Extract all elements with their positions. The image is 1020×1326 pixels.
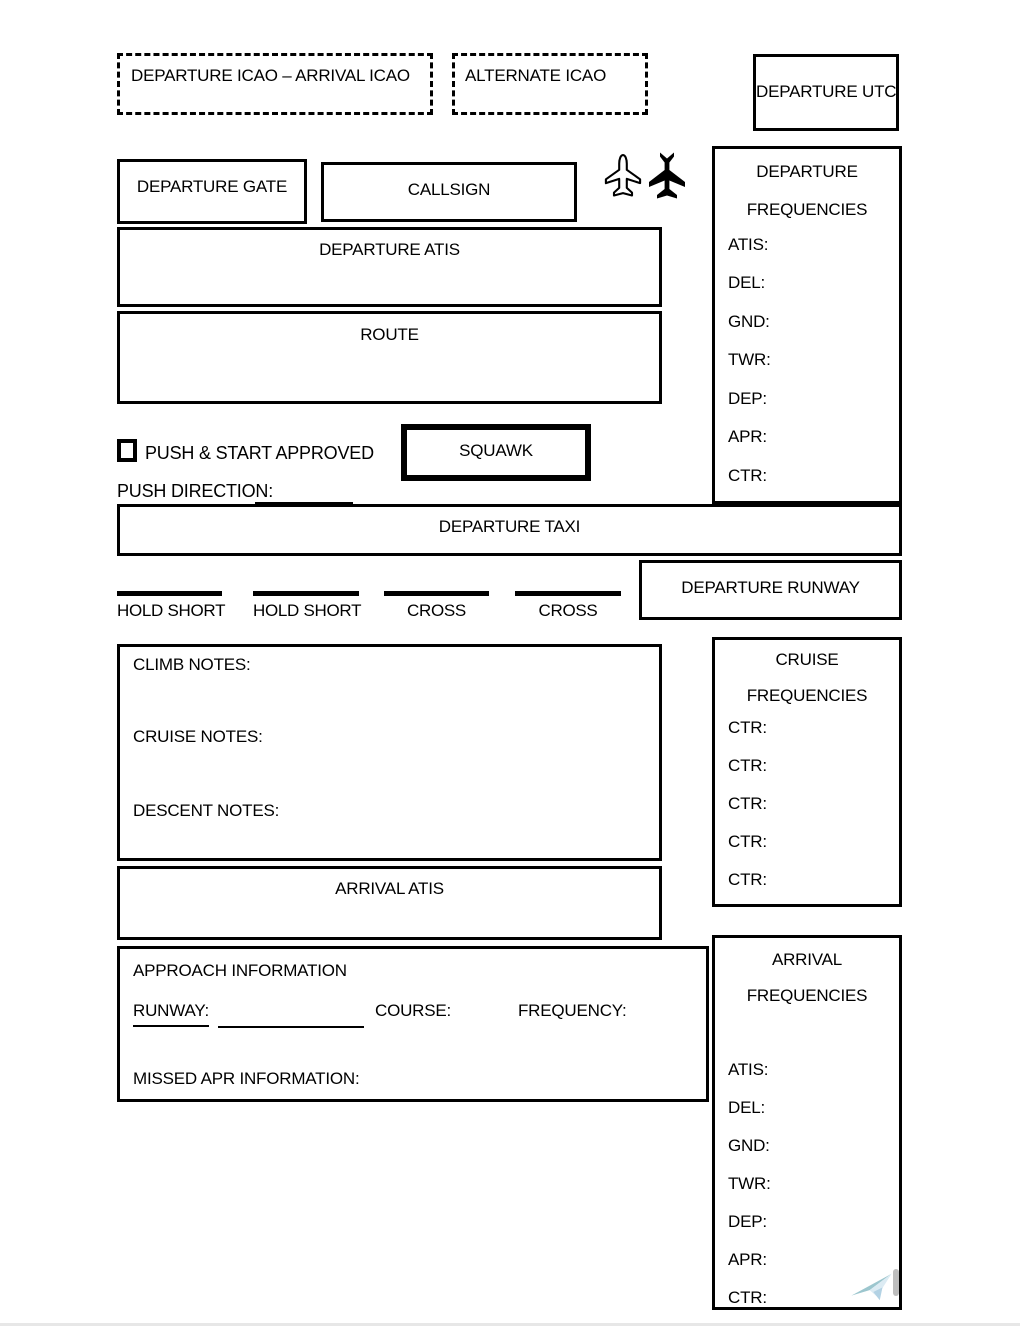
descent-notes-label: DESCENT NOTES: <box>133 801 280 820</box>
push-start-checkbox[interactable] <box>117 439 137 462</box>
ctr-label: CTR: <box>728 1288 767 1307</box>
arrival-freq-ctr-field[interactable] <box>728 1288 767 1308</box>
departure-gate-label: DEPARTURE GATE <box>136 177 288 196</box>
ctr-label: CTR: <box>728 832 767 851</box>
route-field[interactable] <box>117 311 662 404</box>
departure-freq-atis-field[interactable] <box>728 235 768 255</box>
departure-taxi-field[interactable] <box>117 504 902 556</box>
departure-atis-label: DEPARTURE ATIS <box>319 240 460 259</box>
climb-notes-label: CLIMB NOTES: <box>133 655 251 674</box>
approach-course-label: COURSE: <box>375 1001 452 1020</box>
arrival-frequencies-panel <box>712 935 902 1310</box>
ctr-label: CTR: <box>728 466 767 485</box>
del-label: DEL: <box>728 1098 765 1117</box>
cruise-freq-ctr3-field[interactable] <box>728 794 767 814</box>
push-start-label: PUSH & START APPROVED <box>145 443 374 463</box>
apr-label: APR: <box>728 1250 767 1269</box>
approach-runway-label: RUNWAY: <box>133 1001 209 1027</box>
airplane-solid-icon <box>647 151 687 200</box>
departure-gate-field[interactable] <box>117 159 307 224</box>
arrival-frequencies-title-line1: ARRIVAL <box>771 950 843 969</box>
ctr-label: CTR: <box>728 756 767 775</box>
cross-label-1: CROSS <box>407 601 466 620</box>
apr-label: APR: <box>728 427 767 446</box>
cruise-frequencies-title-line2: FREQUENCIES <box>746 686 868 705</box>
arrival-freq-apr-field[interactable] <box>728 1250 767 1270</box>
alternate-icao-field[interactable] <box>452 53 648 115</box>
departure-runway-field[interactable] <box>639 560 902 620</box>
del-label: DEL: <box>728 273 765 292</box>
cross-group-1 <box>384 591 489 621</box>
hold-short-group-1 <box>117 591 226 621</box>
twr-label: TWR: <box>728 350 771 369</box>
arrival-freq-twr-field[interactable] <box>728 1174 771 1194</box>
departure-atis-field[interactable] <box>117 227 662 307</box>
departure-freq-twr-field[interactable] <box>728 350 771 370</box>
departure-utc-field[interactable] <box>753 54 899 131</box>
twr-label: TWR: <box>728 1174 771 1193</box>
squawk-field[interactable] <box>401 424 591 481</box>
airplane-outline-icon <box>604 152 642 200</box>
hold-short-label-1: HOLD SHORT <box>117 601 226 620</box>
hold-short-group-2 <box>253 591 362 621</box>
gnd-label: GND: <box>728 312 770 331</box>
route-label: ROUTE <box>360 325 419 344</box>
flight-notes-field[interactable] <box>117 644 662 861</box>
arrival-freq-del-field[interactable] <box>728 1098 765 1118</box>
cruise-frequencies-title-line1: CRUISE <box>775 650 839 669</box>
cross-blank-line-1[interactable] <box>384 591 489 596</box>
departure-utc-label: DEPARTURE UTC <box>756 82 897 101</box>
departure-taxi-label: DEPARTURE TAXI <box>438 517 581 536</box>
approach-frequency-label: FREQUENCY: <box>518 1001 627 1020</box>
atis-label: ATIS: <box>728 235 769 254</box>
alternate-icao-label: ALTERNATE ICAO <box>465 66 607 85</box>
callsign-label: CALLSIGN <box>407 180 491 199</box>
push-direction-label: PUSH DIRECTION: <box>117 481 274 501</box>
departure-frequencies-panel <box>712 146 902 504</box>
departure-arrival-icao-field[interactable] <box>117 53 433 115</box>
missed-apr-information-label: MISSED APR INFORMATION: <box>133 1069 360 1088</box>
hold-short-blank-line-1[interactable] <box>117 591 222 596</box>
callsign-field[interactable] <box>321 162 577 222</box>
departure-freq-dep-field[interactable] <box>728 389 767 409</box>
approach-runway-blank-line[interactable] <box>218 1026 364 1028</box>
cruise-freq-ctr4-field[interactable] <box>728 832 767 852</box>
cruise-freq-ctr5-field[interactable] <box>728 870 767 890</box>
squawk-label: SQUAWK <box>459 441 533 460</box>
dep-label: DEP: <box>728 389 767 408</box>
departure-freq-ctr-field[interactable] <box>728 466 767 486</box>
departure-freq-del-field[interactable] <box>728 273 765 293</box>
approach-information-field[interactable] <box>117 946 709 1102</box>
departure-frequencies-title-line2: FREQUENCIES <box>746 200 868 219</box>
cross-group-2 <box>515 591 621 621</box>
scrollbar-thumb[interactable] <box>893 1269 899 1296</box>
departure-freq-gnd-field[interactable] <box>728 312 770 332</box>
approach-information-title: APPROACH INFORMATION <box>133 961 347 980</box>
gnd-label: GND: <box>728 1136 770 1155</box>
dep-label: DEP: <box>728 1212 767 1231</box>
arrival-freq-dep-field[interactable] <box>728 1212 767 1232</box>
paper-plane-icon <box>848 1270 895 1303</box>
arrival-freq-gnd-field[interactable] <box>728 1136 770 1156</box>
arrival-frequencies-title-line2: FREQUENCIES <box>746 986 868 1005</box>
arrival-atis-field[interactable] <box>117 866 662 940</box>
atis-label: ATIS: <box>728 1060 769 1079</box>
departure-arrival-icao-label: DEPARTURE ICAO – ARRIVAL ICAO <box>131 66 410 85</box>
arrival-atis-label: ARRIVAL ATIS <box>335 879 444 898</box>
departure-frequencies-title-line1: DEPARTURE <box>756 162 858 181</box>
cruise-notes-label: CRUISE NOTES: <box>133 727 263 746</box>
hold-short-label-2: HOLD SHORT <box>253 601 362 620</box>
cross-blank-line-2[interactable] <box>515 591 621 596</box>
departure-freq-apr-field[interactable] <box>728 427 767 447</box>
cruise-freq-ctr1-field[interactable] <box>728 718 767 738</box>
ctr-label: CTR: <box>728 794 767 813</box>
cross-label-2: CROSS <box>538 601 598 620</box>
cruise-frequencies-panel <box>712 637 902 907</box>
hold-short-blank-line-2[interactable] <box>253 591 359 596</box>
cruise-freq-ctr2-field[interactable] <box>728 756 767 776</box>
arrival-freq-atis-field[interactable] <box>728 1060 768 1080</box>
ctr-label: CTR: <box>728 718 767 737</box>
departure-runway-label: DEPARTURE RUNWAY <box>681 578 860 597</box>
ctr-label: CTR: <box>728 870 767 889</box>
